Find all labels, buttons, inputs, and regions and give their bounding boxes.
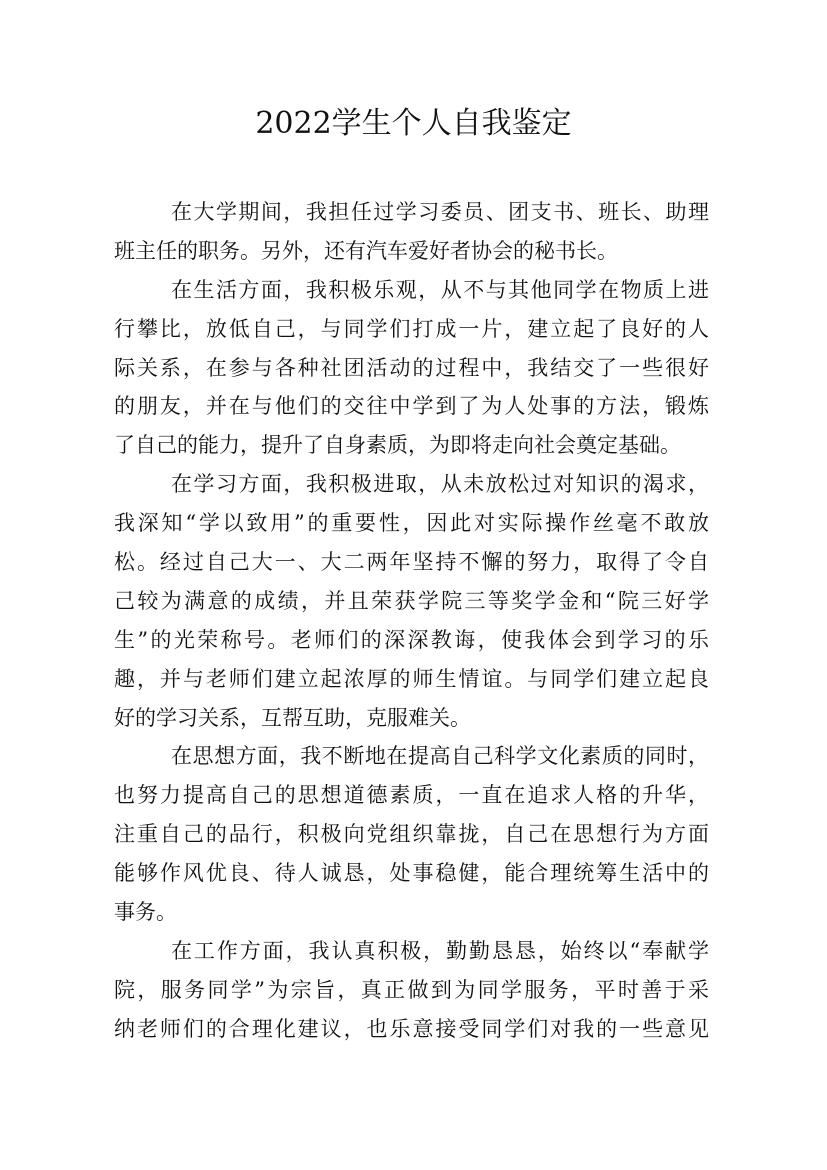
body-line: 我深知“学以致用”的重要性，因此对实际操作丝毫不敢放 [114, 511, 709, 536]
body-line: 院，服务同学”为宗旨，真正做到为同学服务，平时善于采 [114, 977, 709, 1002]
body-line: 己较为满意的成绩，并且荣获学院三等奖学金和“院三好学 [114, 588, 709, 613]
body-line: 趣，并与老师们建立起浓厚的师生情谊。与同学们建立起良 [114, 666, 709, 691]
document-title: 2022学生个人自我鉴定 [255, 106, 572, 141]
body-line: 纳老师们的合理化建议，也乐意接受同学们对我的一些意见 [114, 1016, 709, 1041]
body-line: 也努力提高自己的思想道德素质，一直在追求人格的升华， [114, 783, 709, 808]
body-line: 好的学习关系，互帮互助，克服难关。 [114, 705, 471, 730]
body-line: 事务。 [114, 900, 177, 925]
body-line: 在生活方面，我积极乐观，从不与其他同学在物质上进 [171, 277, 709, 302]
body-line: 生”的光荣称号。老师们的深深教诲，使我体会到学习的乐 [114, 627, 709, 652]
body-line: 在思想方面，我不断地在提高自己科学文化素质的同时， [171, 744, 709, 769]
body-line: 注重自己的品行，积极向党组织靠拢，自己在思想行为方面 [114, 822, 709, 847]
body-line: 在大学期间，我担任过学习委员、团支书、班长、助理 [171, 200, 709, 224]
body-line: 能够作风优良、待人诚恳，处事稳健，能合理统筹生活中的 [114, 861, 709, 886]
body-line: 松。经过自己大一、大二两年坚持不懈的努力，取得了令自 [114, 550, 709, 575]
body-line: 行攀比，放低自己，与同学们打成一片，建立起了良好的人 [114, 316, 709, 341]
body-line: 在学习方面，我积极进取，从未放松过对知识的渴求， [171, 472, 709, 497]
body-line: 的朋友，并在与他们的交往中学到了为人处事的方法，锻炼 [114, 394, 709, 419]
body-line: 了自己的能力，提升了自身素质，为即将走向社会奠定基础。 [114, 433, 681, 458]
document-body [114, 193, 709, 1049]
body-line: 在工作方面，我认真积极，勤勤恳恳，始终以“奉献学 [171, 938, 709, 963]
body-line: 际关系，在参与各种社团活动的过程中，我结交了一些很好 [114, 355, 709, 380]
body-line: 班主任的职务。另外，还有汽车爱好者协会的秘书长。 [114, 238, 618, 263]
